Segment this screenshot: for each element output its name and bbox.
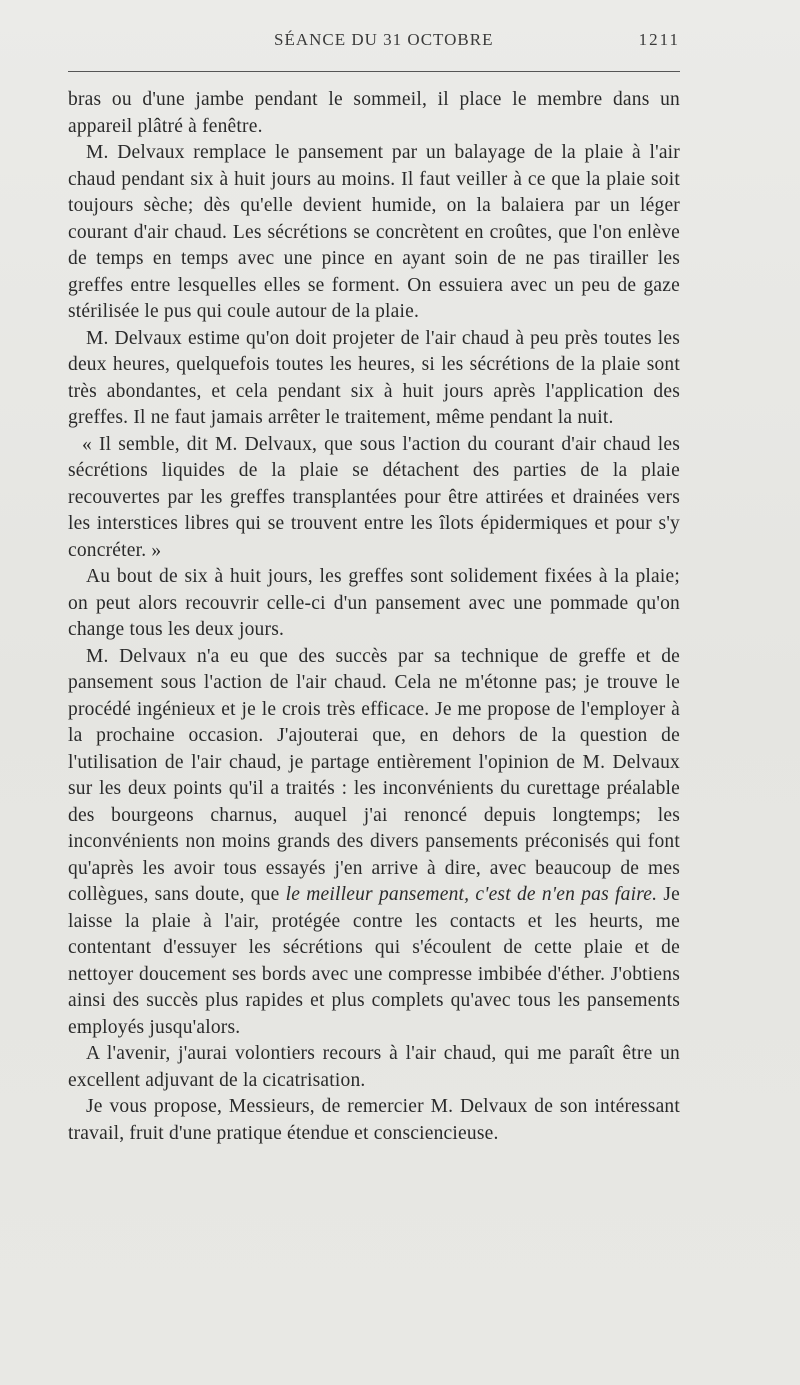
body-text	[68, 87, 680, 1147]
paragraph-future-use: A l'avenir, j'aurai volontiers recours à l'air chaud, qui me paraît être un excellent adjuvant de la cicatrisation.	[68, 1043, 680, 1091]
running-header	[68, 30, 680, 58]
opinion-text-before: M. Delvaux n'a eu que des succès par sa technique de greffe et de pansement sous l'action de l'air chaud. Cela ne m'étonne pas; je trouve le procédé ingénieux et je le crois très efficace. Je me propose de l'employer à la prochaine occasion. J'ajouterai que, en dehors de la question de l'utilisation de l'air chaud, je partage entièrement l'opinion de M. Delvaux sur les deux points qu'il a traités : les inconvénients du curettage préalable des bourgeons charnus, auquel j'ai renoncé depuis longtemps; les inconvénients non moins grands des divers pansements préconisés qui font qu'après les avoir tous essayés j'en arrive à dire, avec beaucoup de mes collègues, sans doute, que	[68, 645, 680, 905]
paragraph-air-frequency: M. Delvaux estime qu'on doit projeter de l'air chaud à peu près toutes les deux heures, quelquefois toutes les heures, si les sécrétions de la plaie sont très abondantes, et cela pendant six à huit jours après l'application des greffes. Il ne faut jamais arrêter le traitement, même pendant la nuit.	[68, 327, 680, 428]
page-number: 1211	[638, 30, 680, 49]
opinion-italic-quote: le meilleur pansement, c'est de n'en pas faire.	[285, 884, 658, 905]
running-title: SÉANCE DU 31 OCTOBRE	[274, 30, 494, 49]
paragraph-graft-fixation: Au bout de six à huit jours, les greffes sont solidement fixées à la plaie; on peut alors recouvrir celle-ci d'un pansement avec une pommade qu'on change tous les deux jours.	[68, 566, 680, 640]
paragraph-conclusion: Je vous propose, Messieurs, de remercier M. Delvaux de son intéressant travail, fruit d'une pratique étendue et consciencieuse.	[68, 1096, 680, 1144]
opinion-text-after: Je laisse la plaie à l'air, protégée contre les contacts et les heurts, me contentant d'essuyer les sécrétions qui s'écoulent de cette plaie et de nettoyer doucement ses bords avec une compresse imbibée d'éther. J'obtiens ainsi des succès plus rapides et plus complets qu'avec tous les pansements employés jusqu'alors.	[68, 884, 680, 1038]
paragraph-dressing-method: M. Delvaux remplace le pansement par un balayage de la plaie à l'air chaud pendant six à huit jours au moins. Il faut veiller à ce que la plaie soit toujours sèche; dès qu'elle devient humide, on la balaiera par un léger courant d'air chaud. Les sécrétions se concrètent en croûtes, que l'on enlève de temps en temps avec une pince en ayant soin de ne pas tirailler les greffes entre lesquelles elles se forment. On essuiera avec un peu de gaze stérilisée le pus qui coule autour de la plaie.	[68, 142, 680, 322]
paragraph-quotation: « Il semble, dit M. Delvaux, que sous l'action du courant d'air chaud les sécrétions liquides de la plaie se détachent des parties de la plaie recouvertes par les greffes transplantées pour être attirées et drainées vers les interstices libres qui se trouvent entre les îlots épidermiques et pour s'y concréter. »	[68, 433, 680, 561]
paragraph-continuation: bras ou d'une jambe pendant le sommeil, il place le membre dans un appareil plâtré à fenêtre.	[68, 89, 680, 137]
header-rule	[68, 71, 680, 72]
paragraph-opinion	[68, 644, 680, 1042]
